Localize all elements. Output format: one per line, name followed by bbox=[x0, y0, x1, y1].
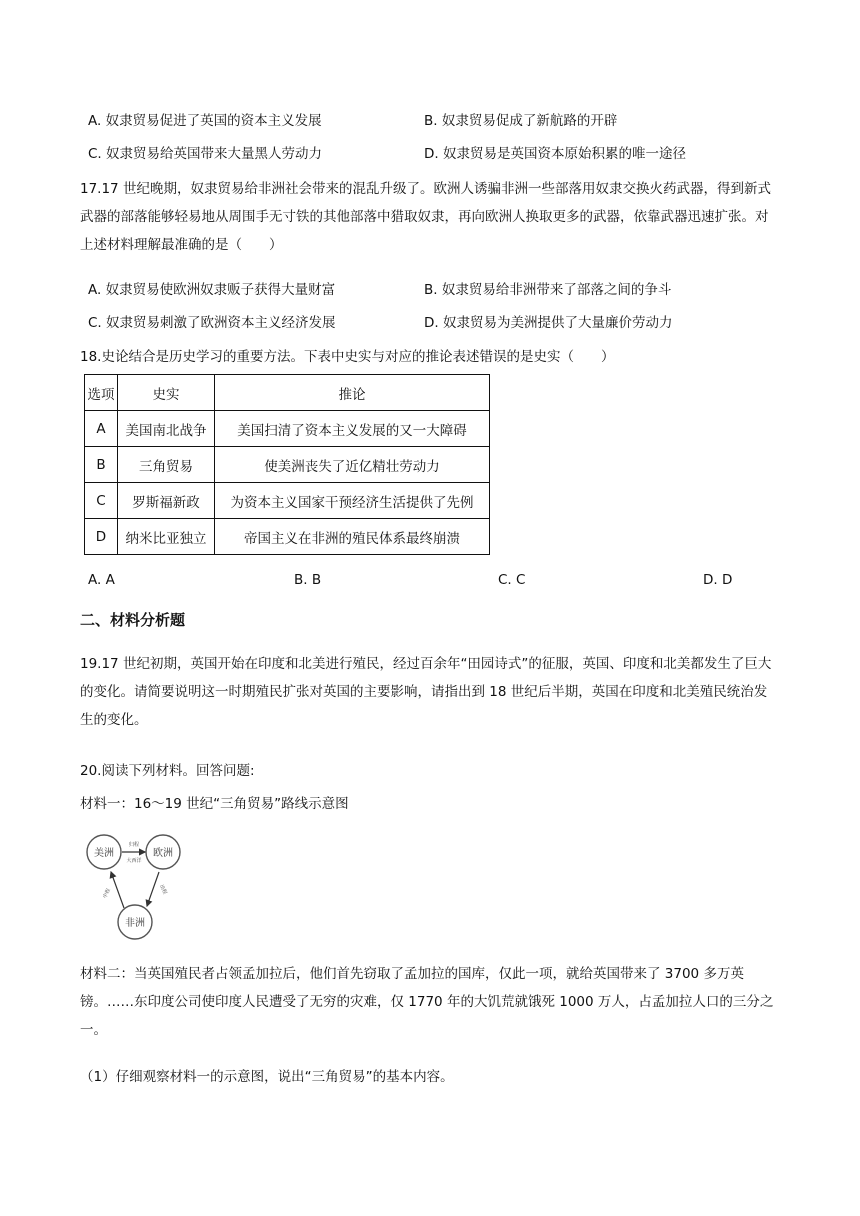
table-cell: C bbox=[85, 483, 118, 519]
q16-option-c: C. 奴隶贸易给英国带来大量黑人劳动力 bbox=[88, 146, 323, 162]
q20-material1: 材料一：16～19 世纪“三角贸易”路线示意图 bbox=[80, 796, 349, 812]
q16-option-a: A. 奴隶贸易促进了英国的资本主义发展 bbox=[88, 113, 322, 129]
q19-stem: 19.17 世纪初期，英国开始在印度和北美进行殖民，经过百余年“田园诗式”的征服，英国、印度和北美都发生了巨大的变化。请简要说明这一时期殖民扩张对英国的主要影响，请指出到 18 世纪后半期，英国在印度和北美殖民统治发生的变化。 bbox=[80, 656, 772, 728]
table-cell: 帝国主义在非洲的殖民体系最终崩溃 bbox=[215, 519, 490, 555]
table-cell: 三角贸易 bbox=[118, 447, 215, 483]
table-row bbox=[85, 411, 490, 447]
section-title: 二、材料分析题 bbox=[80, 611, 186, 629]
q16-option-b: B. 奴隶贸易促成了新航路的开辟 bbox=[424, 113, 618, 129]
table-cell: 纳米比亚独立 bbox=[118, 519, 215, 555]
table-header-row bbox=[85, 375, 490, 411]
triangle-trade-diagram bbox=[84, 828, 184, 944]
table-cell: 罗斯福新政 bbox=[118, 483, 215, 519]
america-label: 美洲 bbox=[94, 848, 114, 859]
q17-stem: 17.17 世纪晚期，奴隶贸易给非洲社会带来的混乱升级了。欧洲人诱骗非洲一些部落用奴隶交换火药武器，得到新式武器的部落能够轻易地从周围手无寸铁的其他部落中猎取奴隶，再向欧洲人换取更多的武器，依靠武器迅速扩张。对上述材料理解最准确的是（ ） bbox=[80, 181, 771, 253]
table-header-cell: 史实 bbox=[118, 375, 215, 411]
table-row bbox=[85, 447, 490, 483]
table-cell: A bbox=[85, 411, 118, 447]
table-cell: 美国扫清了资本主义发展的又一大障碍 bbox=[215, 411, 490, 447]
q17-option-d: D. 奴隶贸易为美洲提供了大量廉价劳动力 bbox=[424, 315, 673, 331]
middle-passage-label: 中程 bbox=[102, 887, 112, 900]
table-cell: B bbox=[85, 447, 118, 483]
q17-option-b: B. 奴隶贸易给非洲带来了部落之间的争斗 bbox=[424, 282, 672, 298]
q20-stem: 20.阅读下列材料。回答问题: bbox=[80, 763, 255, 779]
q18-option-c: C. C bbox=[498, 572, 526, 588]
return-route-label: 归程 bbox=[128, 842, 140, 848]
q18-stem: 18.史论结合是历史学习的重要方法。下表中史实与对应的推论表述错误的是史实（ ） bbox=[80, 349, 615, 365]
africa-label: 非洲 bbox=[125, 918, 145, 929]
table-cell: 为资本主义国家干预经济生活提供了先例 bbox=[215, 483, 490, 519]
europe-label: 欧洲 bbox=[153, 848, 173, 859]
table-cell: 美国南北战争 bbox=[118, 411, 215, 447]
table-header-cell: 推论 bbox=[215, 375, 490, 411]
q20-material2: 材料二：当英国殖民者占领孟加拉后，他们首先窃取了孟加拉的国库，仅此一项，就给英国带来了 3700 多万英镑。……东印度公司使印度人民遭受了无穷的灾难，仅 1770 年的大饥荒就饿死 1000 万人，占孟加拉人口的三分之一。 bbox=[80, 966, 774, 1038]
q17-option-c: C. 奴隶贸易刺激了欧洲资本主义经济发展 bbox=[88, 315, 336, 331]
q18-table bbox=[84, 374, 490, 555]
table-header-cell: 选项 bbox=[85, 375, 118, 411]
table-row bbox=[85, 483, 490, 519]
atlantic-label: 大西洋 bbox=[126, 858, 142, 864]
table-row bbox=[85, 519, 490, 555]
q18-option-d: D. D bbox=[703, 572, 733, 588]
table-cell: 使美洲丧失了近亿精壮劳动力 bbox=[215, 447, 490, 483]
table-cell: D bbox=[85, 519, 118, 555]
q18-option-b: B. B bbox=[294, 572, 322, 588]
q17-option-a: A. 奴隶贸易使欧洲奴隶贩子获得大量财富 bbox=[88, 282, 336, 298]
q20-sub1: （1）仔细观察材料一的示意图，说出“三角贸易”的基本内容。 bbox=[80, 1069, 454, 1085]
q16-option-d: D. 奴隶贸易是英国资本原始积累的唯一途径 bbox=[424, 146, 686, 162]
outward-route-arrow bbox=[147, 872, 159, 906]
middle-passage-arrow bbox=[111, 872, 124, 908]
outward-route-label: 出程 bbox=[158, 883, 168, 896]
q18-option-a: A. A bbox=[88, 572, 115, 588]
